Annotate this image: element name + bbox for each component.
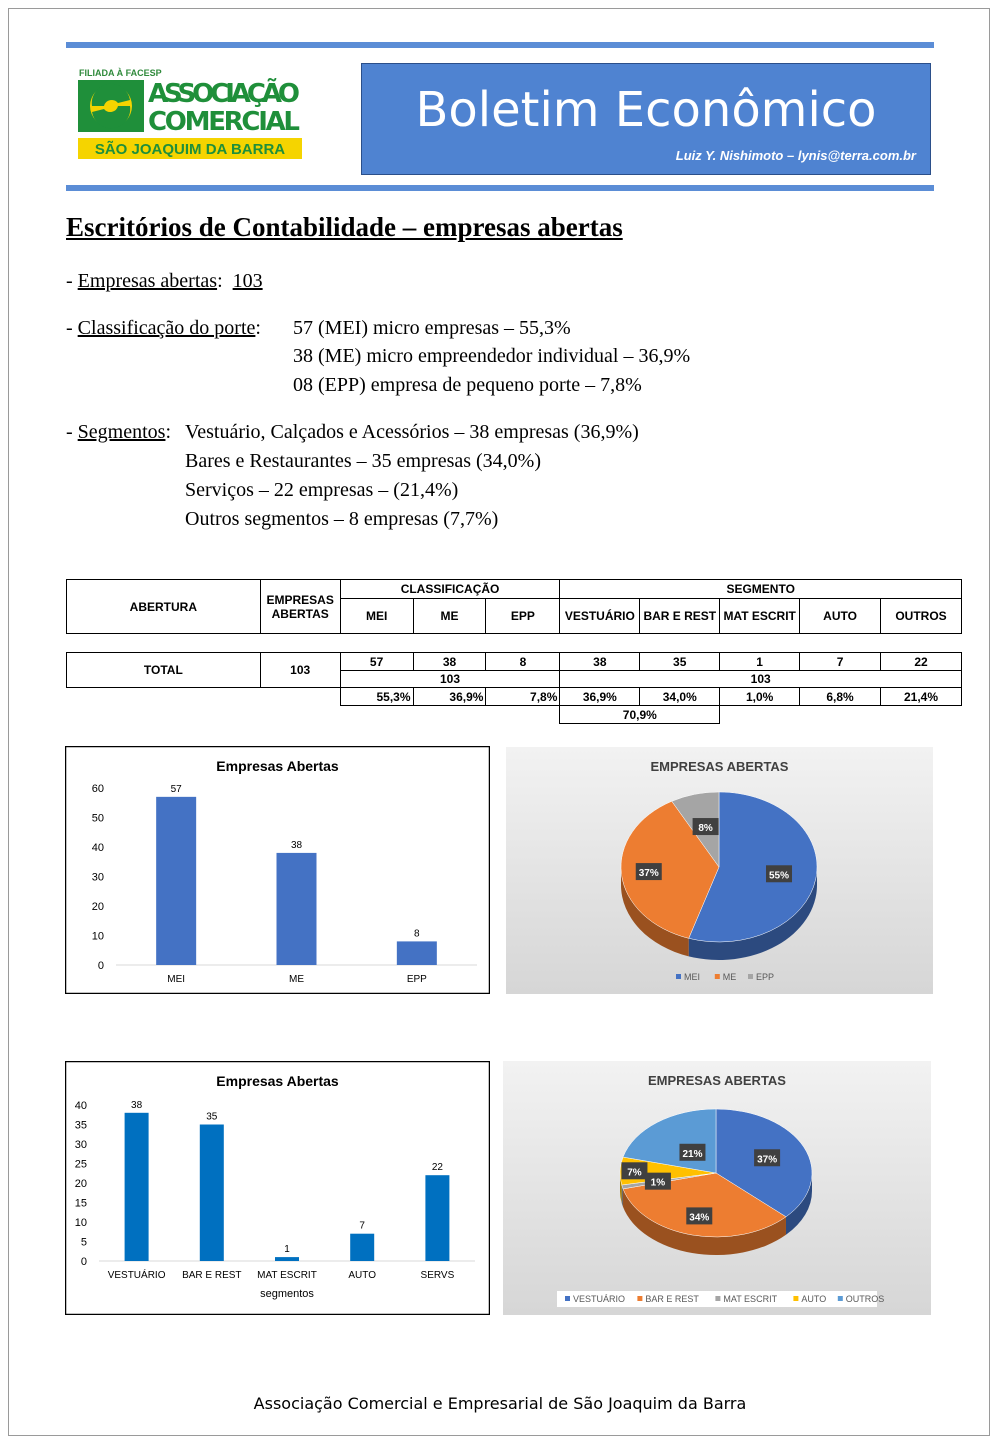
porte-line-epp: 08 (EPP) empresa de pequeno porte – 7,8% <box>293 374 642 396</box>
y-tick-label: 10 <box>91 930 104 943</box>
header-empresas-abertas: EMPRESAS ABERTAS <box>260 580 340 634</box>
y-tick-label: 40 <box>74 1100 87 1112</box>
col-vestuario: VESTUÁRIO <box>560 599 640 634</box>
summary-table-totals <box>66 652 962 724</box>
logo-word-comercial: COMERCIAL <box>148 107 300 137</box>
segmento-line-outros: Outros segmentos – 8 empresas (7,7%) <box>185 508 499 530</box>
legend-entry: EPP <box>756 972 775 982</box>
legend-entry: VESTUÁRIO <box>573 1294 626 1304</box>
y-tick-label: 25 <box>74 1158 87 1171</box>
legend-swatch <box>715 1296 720 1301</box>
summary-table-header <box>66 579 962 634</box>
col-auto: AUTO <box>800 599 881 634</box>
count-mei: 57 <box>340 653 413 671</box>
y-tick-label: 20 <box>74 1178 87 1190</box>
total-label: TOTAL <box>67 653 261 688</box>
logo-word-associacao: ASSOCIAÇÃO <box>148 79 300 109</box>
col-outros: OUTROS <box>881 599 962 634</box>
data-label: 7% <box>627 1167 642 1179</box>
legend-entry: OUTROS <box>845 1294 885 1304</box>
bar-epp <box>397 941 437 965</box>
x-tick-label: AUTO <box>348 1270 377 1281</box>
legend-swatch <box>676 974 681 979</box>
pct-mat-escrit: 1,0% <box>720 688 800 706</box>
pct-auto: 6,8% <box>800 688 881 706</box>
legend-entry: MEI <box>684 972 701 982</box>
pct-epp: 7,8% <box>486 688 560 706</box>
legend-swatch <box>637 1296 642 1301</box>
porte-label: - Classificação do porte: <box>66 317 261 339</box>
legend-swatch <box>793 1296 798 1301</box>
bottom-rule <box>66 185 934 191</box>
legend-swatch <box>715 974 720 979</box>
y-tick-label: 0 <box>80 1256 87 1268</box>
segment-sum: 103 <box>560 671 962 688</box>
footer-text: Associação Comercial e Empresarial de São Joaquim da Barra <box>253 1394 747 1413</box>
top-rule <box>66 42 934 48</box>
section-heading: Escritórios de Contabilidade – empresas abertas <box>66 212 623 242</box>
segmento-line-vestuario: Vestuário, Calçados e Acessórios – 38 empresas (36,9%) <box>185 421 639 443</box>
class-sum: 103 <box>340 671 560 688</box>
pct-me: 36,9% <box>413 688 486 706</box>
pie-chart-porte <box>506 747 933 994</box>
y-tick-label: 15 <box>74 1197 87 1210</box>
legend-entry: ME <box>722 972 737 982</box>
bar-vestu-rio <box>125 1113 149 1261</box>
chart-title: EMPRESAS ABERTAS <box>648 1073 786 1088</box>
legend-entry: AUTO <box>801 1294 827 1304</box>
y-tick-label: 30 <box>91 871 104 884</box>
count-me: 38 <box>413 653 486 671</box>
y-tick-label: 10 <box>74 1217 87 1229</box>
combined-pct: 70,9% <box>560 706 720 724</box>
legend-entry: BAR E REST <box>645 1294 699 1304</box>
x-tick-label: EPP <box>406 974 427 985</box>
x-tick-label: ME <box>289 974 304 985</box>
data-label: 8% <box>698 823 713 835</box>
chart-title: EMPRESAS ABERTAS <box>650 759 789 774</box>
segmento-line-servicos: Serviços – 22 empresas – (21,4%) <box>185 479 459 501</box>
y-tick-label: 30 <box>74 1139 87 1151</box>
col-mat-escrit: MAT ESCRIT <box>720 599 800 634</box>
x-axis-label: segmentos <box>260 1288 314 1300</box>
data-label: 37% <box>757 1154 778 1166</box>
bar-servs <box>425 1175 449 1261</box>
x-tick-label: MEI <box>167 974 186 985</box>
data-label: 35 <box>206 1111 218 1123</box>
chart-title: Empresas Abertas <box>216 758 339 774</box>
y-tick-label: 35 <box>74 1119 87 1132</box>
header-classificacao: CLASSIFICAÇÃO <box>340 580 560 599</box>
x-tick-label: VESTUÁRIO <box>107 1270 166 1281</box>
title-banner <box>361 63 931 175</box>
col-bar-rest: BAR E REST <box>640 599 720 634</box>
count-mat-escrit: 1 <box>720 653 800 671</box>
bar-mat-escrit <box>275 1257 299 1261</box>
bar-mei <box>156 797 196 965</box>
data-label: 38 <box>290 839 303 851</box>
porte-line-me: 38 (ME) micro empreendedor individual – 36,9% <box>293 345 691 367</box>
count-auto: 7 <box>800 653 881 671</box>
logo-city: SÃO JOAQUIM DA BARRA <box>94 141 286 158</box>
segmentos-label: - Segmentos: <box>66 421 172 443</box>
total-value: 103 <box>260 653 340 688</box>
header-segmento: SEGMENTO <box>560 580 962 599</box>
pct-outros: 21,4% <box>881 688 962 706</box>
pct-vestuario: 36,9% <box>560 688 640 706</box>
data-label: 34% <box>689 1212 710 1224</box>
data-label: 8 <box>414 928 420 940</box>
data-label: 1% <box>650 1177 666 1189</box>
col-mei: MEI <box>340 599 413 634</box>
y-tick-label: 0 <box>97 960 104 972</box>
data-label: 22 <box>431 1162 443 1174</box>
association-logo <box>76 66 304 162</box>
count-outros: 22 <box>881 653 962 671</box>
y-tick-label: 40 <box>91 842 104 854</box>
y-tick-label: 5 <box>80 1236 87 1249</box>
col-me: ME <box>413 599 486 634</box>
author-line: Luiz Y. Nishimoto – lynis@terra.com.br <box>675 148 916 163</box>
x-tick-label: MAT ESCRIT <box>257 1270 317 1281</box>
legend-swatch <box>748 974 753 979</box>
pie-chart-segmentos <box>503 1061 931 1315</box>
data-label: 38 <box>131 1099 143 1111</box>
data-label: 21% <box>682 1148 703 1160</box>
pct-mei: 55,3% <box>340 688 413 706</box>
bar-chart-porte <box>65 746 490 994</box>
data-label: 55% <box>769 870 790 882</box>
bar-chart-segmentos <box>65 1061 490 1315</box>
legend-swatch <box>565 1296 570 1301</box>
porte-line-mei: 57 (MEI) micro empresas – 55,3% <box>293 317 571 339</box>
logo-affiliation: FILIADA À FACESP <box>79 68 162 78</box>
header-abertura: ABERTURA <box>67 580 261 634</box>
count-bar-rest: 35 <box>640 653 720 671</box>
abertas-line: - Empresas abertas: 103 <box>66 270 263 292</box>
pct-bar-rest: 34,0% <box>640 688 720 706</box>
bar-me <box>277 853 317 965</box>
segmento-line-bares: Bares e Restaurantes – 35 empresas (34,0%) <box>185 450 541 472</box>
count-vestuario: 38 <box>560 653 640 671</box>
col-epp: EPP <box>486 599 560 634</box>
x-tick-label: BAR E REST <box>182 1270 242 1281</box>
count-epp: 8 <box>486 653 560 671</box>
data-label: 57 <box>170 783 182 795</box>
y-tick-label: 60 <box>91 783 104 795</box>
bar-auto <box>350 1234 374 1261</box>
data-label: 37% <box>638 868 659 880</box>
legend-swatch <box>838 1296 843 1301</box>
data-label: 1 <box>284 1244 290 1256</box>
y-tick-label: 20 <box>91 901 104 913</box>
bulletin-title: Boletim Econômico <box>415 82 877 138</box>
y-tick-label: 50 <box>91 812 104 825</box>
bar-bar-e-rest <box>200 1125 224 1262</box>
x-tick-label: SERVS <box>420 1270 455 1281</box>
data-label: 7 <box>359 1220 365 1232</box>
legend-entry: MAT ESCRIT <box>723 1294 778 1304</box>
chart-title: Empresas Abertas <box>216 1073 339 1089</box>
